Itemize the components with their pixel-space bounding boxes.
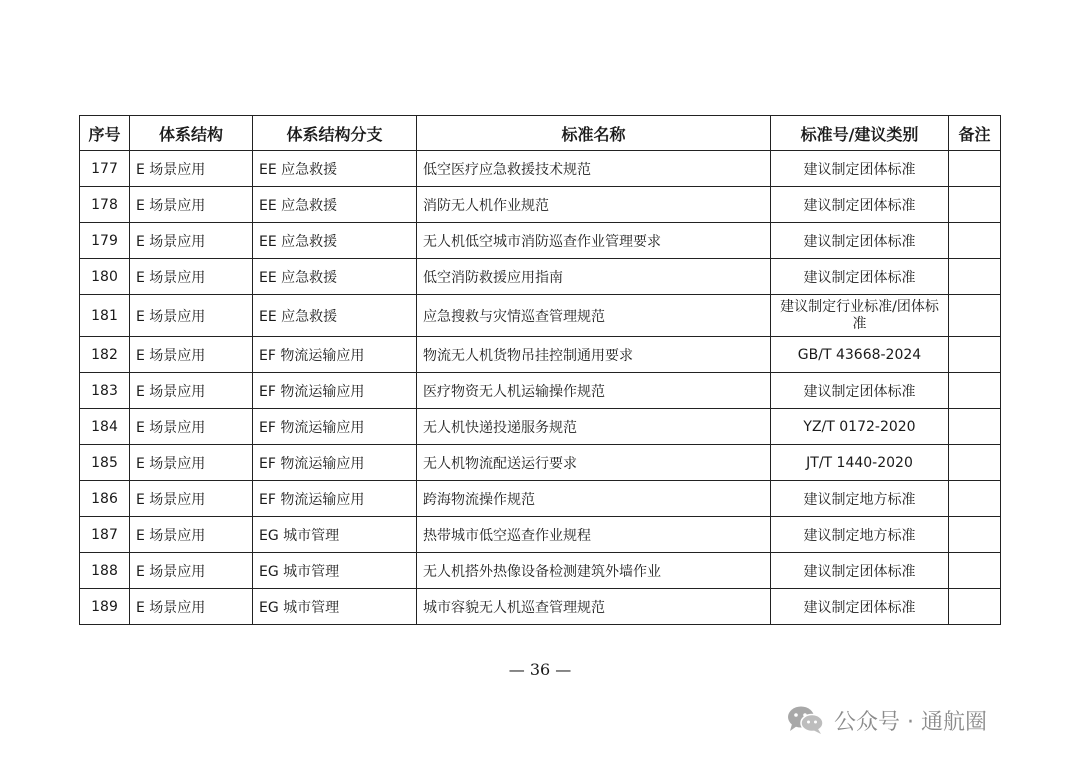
cell-serial: 179 <box>80 223 130 259</box>
cell-structure: E 场景应用 <box>130 187 253 223</box>
cell-standard-name: 低空医疗应急救援技术规范 <box>417 151 771 187</box>
cell-structure: E 场景应用 <box>130 481 253 517</box>
cell-standard-name: 热带城市低空巡查作业规程 <box>417 517 771 553</box>
cell-branch: EE 应急救援 <box>253 187 417 223</box>
cell-structure: E 场景应用 <box>130 295 253 337</box>
cell-branch: EF 物流运输应用 <box>253 481 417 517</box>
cell-note <box>949 409 1001 445</box>
cell-note <box>949 187 1001 223</box>
cell-standard-name: 物流无人机货物吊挂控制通用要求 <box>417 337 771 373</box>
table-row <box>80 373 1001 409</box>
table-row <box>80 337 1001 373</box>
cell-standard-name: 无人机搭外热像设备检测建筑外墙作业 <box>417 553 771 589</box>
cell-structure: E 场景应用 <box>130 445 253 481</box>
table-row <box>80 481 1001 517</box>
cell-branch: EG 城市管理 <box>253 589 417 625</box>
cell-serial: 184 <box>80 409 130 445</box>
cell-standard-name: 城市容貌无人机巡查管理规范 <box>417 589 771 625</box>
header-note: 备注 <box>949 116 1001 151</box>
header-serial: 序号 <box>80 116 130 151</box>
cell-note <box>949 337 1001 373</box>
cell-branch: EF 物流运输应用 <box>253 445 417 481</box>
cell-structure: E 场景应用 <box>130 151 253 187</box>
header-standard-name: 标准名称 <box>417 116 771 151</box>
cell-branch: EG 城市管理 <box>253 553 417 589</box>
cell-standard-name: 无人机快递投递服务规范 <box>417 409 771 445</box>
cell-standard-code: 建议制定团体标准 <box>771 553 949 589</box>
cell-serial: 177 <box>80 151 130 187</box>
cell-structure: E 场景应用 <box>130 337 253 373</box>
cell-serial: 186 <box>80 481 130 517</box>
header-standard-code: 标准号/建议类别 <box>771 116 949 151</box>
table-row <box>80 187 1001 223</box>
cell-standard-code: 建议制定团体标准 <box>771 223 949 259</box>
header-structure: 体系结构 <box>130 116 253 151</box>
cell-note <box>949 517 1001 553</box>
cell-standard-name: 无人机低空城市消防巡查作业管理要求 <box>417 223 771 259</box>
wechat-icon <box>786 705 826 735</box>
cell-serial: 183 <box>80 373 130 409</box>
cell-branch: EE 应急救援 <box>253 259 417 295</box>
standards-table <box>79 115 1001 625</box>
cell-note <box>949 445 1001 481</box>
table-row <box>80 409 1001 445</box>
cell-structure: E 场景应用 <box>130 373 253 409</box>
cell-standard-code: 建议制定地方标准 <box>771 517 949 553</box>
cell-note <box>949 151 1001 187</box>
cell-structure: E 场景应用 <box>130 517 253 553</box>
table-row <box>80 553 1001 589</box>
cell-note <box>949 481 1001 517</box>
cell-serial: 180 <box>80 259 130 295</box>
cell-standard-code: 建议制定团体标准 <box>771 187 949 223</box>
cell-serial: 189 <box>80 589 130 625</box>
table-row <box>80 151 1001 187</box>
cell-standard-code: 建议制定团体标准 <box>771 589 949 625</box>
cell-branch: EE 应急救援 <box>253 151 417 187</box>
cell-serial: 178 <box>80 187 130 223</box>
table-header-row <box>80 116 1001 151</box>
table-row <box>80 223 1001 259</box>
cell-standard-name: 医疗物资无人机运输操作规范 <box>417 373 771 409</box>
cell-branch: EF 物流运输应用 <box>253 373 417 409</box>
table-row <box>80 259 1001 295</box>
cell-structure: E 场景应用 <box>130 259 253 295</box>
cell-standard-code: YZ/T 0172-2020 <box>771 409 949 445</box>
page-number: — 36 — <box>508 660 572 679</box>
cell-standard-code: 建议制定团体标准 <box>771 373 949 409</box>
cell-standard-code: 建议制定行业标准/团体标准 <box>771 295 949 337</box>
cell-branch: EF 物流运输应用 <box>253 409 417 445</box>
cell-standard-name: 消防无人机作业规范 <box>417 187 771 223</box>
table-row <box>80 517 1001 553</box>
cell-standard-code: JT/T 1440-2020 <box>771 445 949 481</box>
header-branch: 体系结构分支 <box>253 116 417 151</box>
cell-standard-code: 建议制定地方标准 <box>771 481 949 517</box>
cell-standard-name: 低空消防救援应用指南 <box>417 259 771 295</box>
cell-note <box>949 373 1001 409</box>
cell-branch: EE 应急救援 <box>253 223 417 259</box>
cell-standard-name: 应急搜救与灾情巡查管理规范 <box>417 295 771 337</box>
watermark-text: 公众号 · 通航圈 <box>834 709 987 735</box>
cell-note <box>949 553 1001 589</box>
cell-structure: E 场景应用 <box>130 553 253 589</box>
cell-serial: 182 <box>80 337 130 373</box>
table-row <box>80 295 1001 337</box>
cell-serial: 185 <box>80 445 130 481</box>
table-row <box>80 589 1001 625</box>
cell-standard-name: 无人机物流配送运行要求 <box>417 445 771 481</box>
table-row <box>80 445 1001 481</box>
watermark <box>786 702 987 738</box>
cell-note <box>949 259 1001 295</box>
cell-standard-name: 跨海物流操作规范 <box>417 481 771 517</box>
cell-structure: E 场景应用 <box>130 409 253 445</box>
cell-standard-code: GB/T 43668-2024 <box>771 337 949 373</box>
cell-serial: 181 <box>80 295 130 337</box>
cell-branch: EF 物流运输应用 <box>253 337 417 373</box>
cell-branch: EE 应急救援 <box>253 295 417 337</box>
cell-note <box>949 589 1001 625</box>
cell-serial: 188 <box>80 553 130 589</box>
cell-branch: EG 城市管理 <box>253 517 417 553</box>
cell-structure: E 场景应用 <box>130 223 253 259</box>
cell-serial: 187 <box>80 517 130 553</box>
cell-standard-code: 建议制定团体标准 <box>771 151 949 187</box>
cell-standard-code: 建议制定团体标准 <box>771 259 949 295</box>
cell-note <box>949 223 1001 259</box>
cell-structure: E 场景应用 <box>130 589 253 625</box>
cell-note <box>949 295 1001 337</box>
